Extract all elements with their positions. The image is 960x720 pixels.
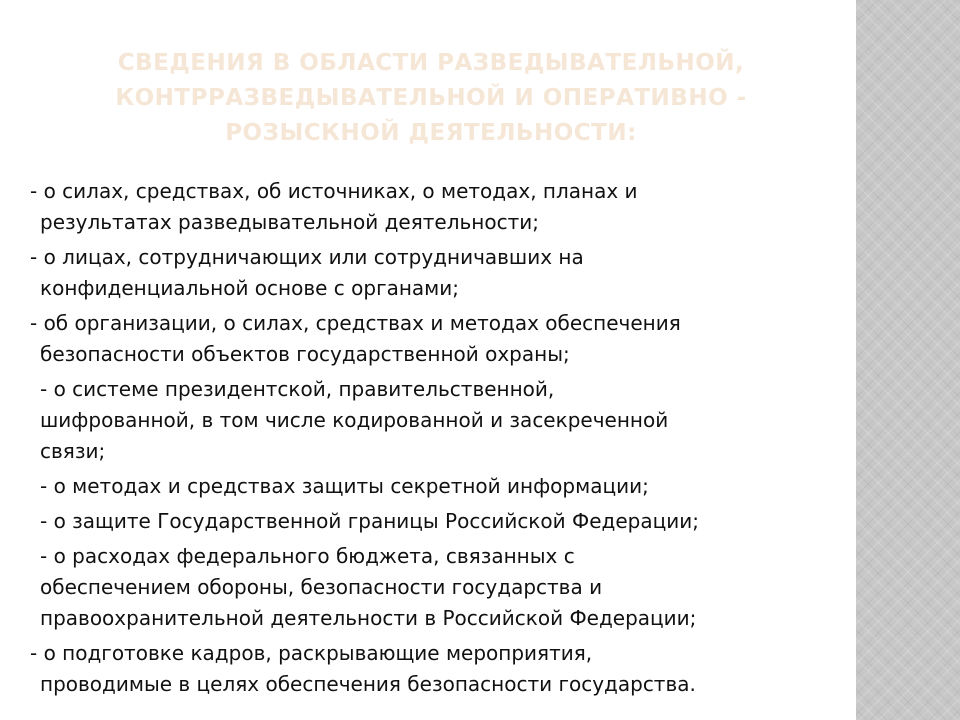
list-item-line: связи; (40, 439, 106, 463)
list-item-line: результатах разведывательной деятельности; (40, 210, 539, 234)
decorative-side-strip (856, 0, 960, 720)
list-item-line: обеспечением обороны, безопасности государства и (40, 575, 603, 599)
list-item (30, 176, 840, 238)
bullet-list (30, 176, 840, 704)
list-item (30, 242, 840, 304)
title-line: КОНТРРАЗВЕДЫВАТЕЛЬНОЙ И ОПЕРАТИВНО - (115, 85, 747, 111)
slide-title (60, 46, 802, 151)
list-item-line: - о силах, средствах, об источниках, о методах, планах и (30, 179, 638, 203)
list-item (30, 638, 840, 700)
title-line: СВЕДЕНИЯ В ОБЛАСТИ РАЗВЕДЫВАТЕЛЬНОЙ, (117, 50, 745, 76)
list-item-line: проводимые в целях обеспечения безопасности государства. (40, 672, 696, 696)
list-item-line: - о подготовке кадров, раскрывающие мероприятия, (30, 641, 593, 665)
list-item-line: - о лицах, сотрудничающих или сотрудничавших на (30, 245, 584, 269)
list-item (30, 471, 840, 502)
list-item-line: шифрованной, в том числе кодированной и засекреченной (40, 408, 669, 432)
list-item-line: - о расходах федерального бюджета, связанных с (40, 544, 575, 568)
list-item (30, 308, 840, 370)
list-item (30, 541, 840, 634)
list-item (30, 374, 840, 467)
list-item (30, 506, 840, 537)
list-item-line: правоохранительной деятельности в Российской Федерации; (40, 606, 697, 630)
list-item-line: - об организации, о силах, средствах и методах обеспечения (30, 311, 681, 335)
list-item-line: безопасности объектов государственной охраны; (40, 342, 570, 366)
list-item-line: - о методах и средствах защиты секретной информации; (40, 474, 649, 498)
list-item-line: - о защите Государственной границы Российской Федерации; (40, 509, 699, 533)
list-item-line: конфиденциальной основе с органами; (40, 276, 460, 300)
list-item-line: - о системе президентской, правительственной, (40, 377, 555, 401)
title-line: РОЗЫСКНОЙ ДЕЯТЕЛЬНОСТИ: (225, 120, 637, 146)
